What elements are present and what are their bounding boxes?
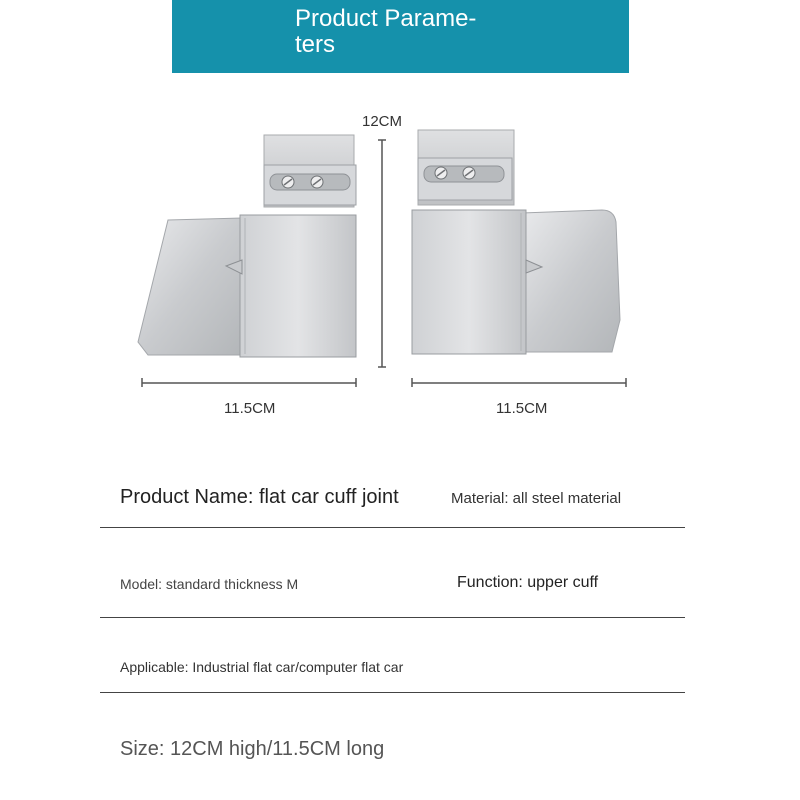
right-width-label: 11.5CM <box>496 400 548 417</box>
left-width-dimension <box>142 378 356 387</box>
material: Material: all steel material <box>451 490 622 507</box>
function: Function: upper cuff <box>457 574 599 591</box>
height-dimension <box>378 140 386 367</box>
left-cuff-piece <box>138 135 356 357</box>
divider-1 <box>100 527 685 528</box>
model: Model: standard thickness M <box>120 576 299 592</box>
banner-title: Product Parame- ters <box>295 5 477 58</box>
divider-2 <box>100 617 685 618</box>
right-cuff-piece <box>412 130 620 354</box>
size: Size: 12CM high/11.5CM long <box>120 738 385 760</box>
right-width-dimension <box>412 378 626 387</box>
height-label: 12CM <box>362 113 403 130</box>
left-width-label: 11.5CM <box>224 400 276 417</box>
header-banner <box>172 0 629 73</box>
divider-3 <box>100 692 685 693</box>
product-name: Product Name: flat car cuff joint <box>120 486 399 508</box>
product-illustration <box>130 110 650 430</box>
applicable: Applicable: Industrial flat car/computer flat car <box>120 659 404 675</box>
